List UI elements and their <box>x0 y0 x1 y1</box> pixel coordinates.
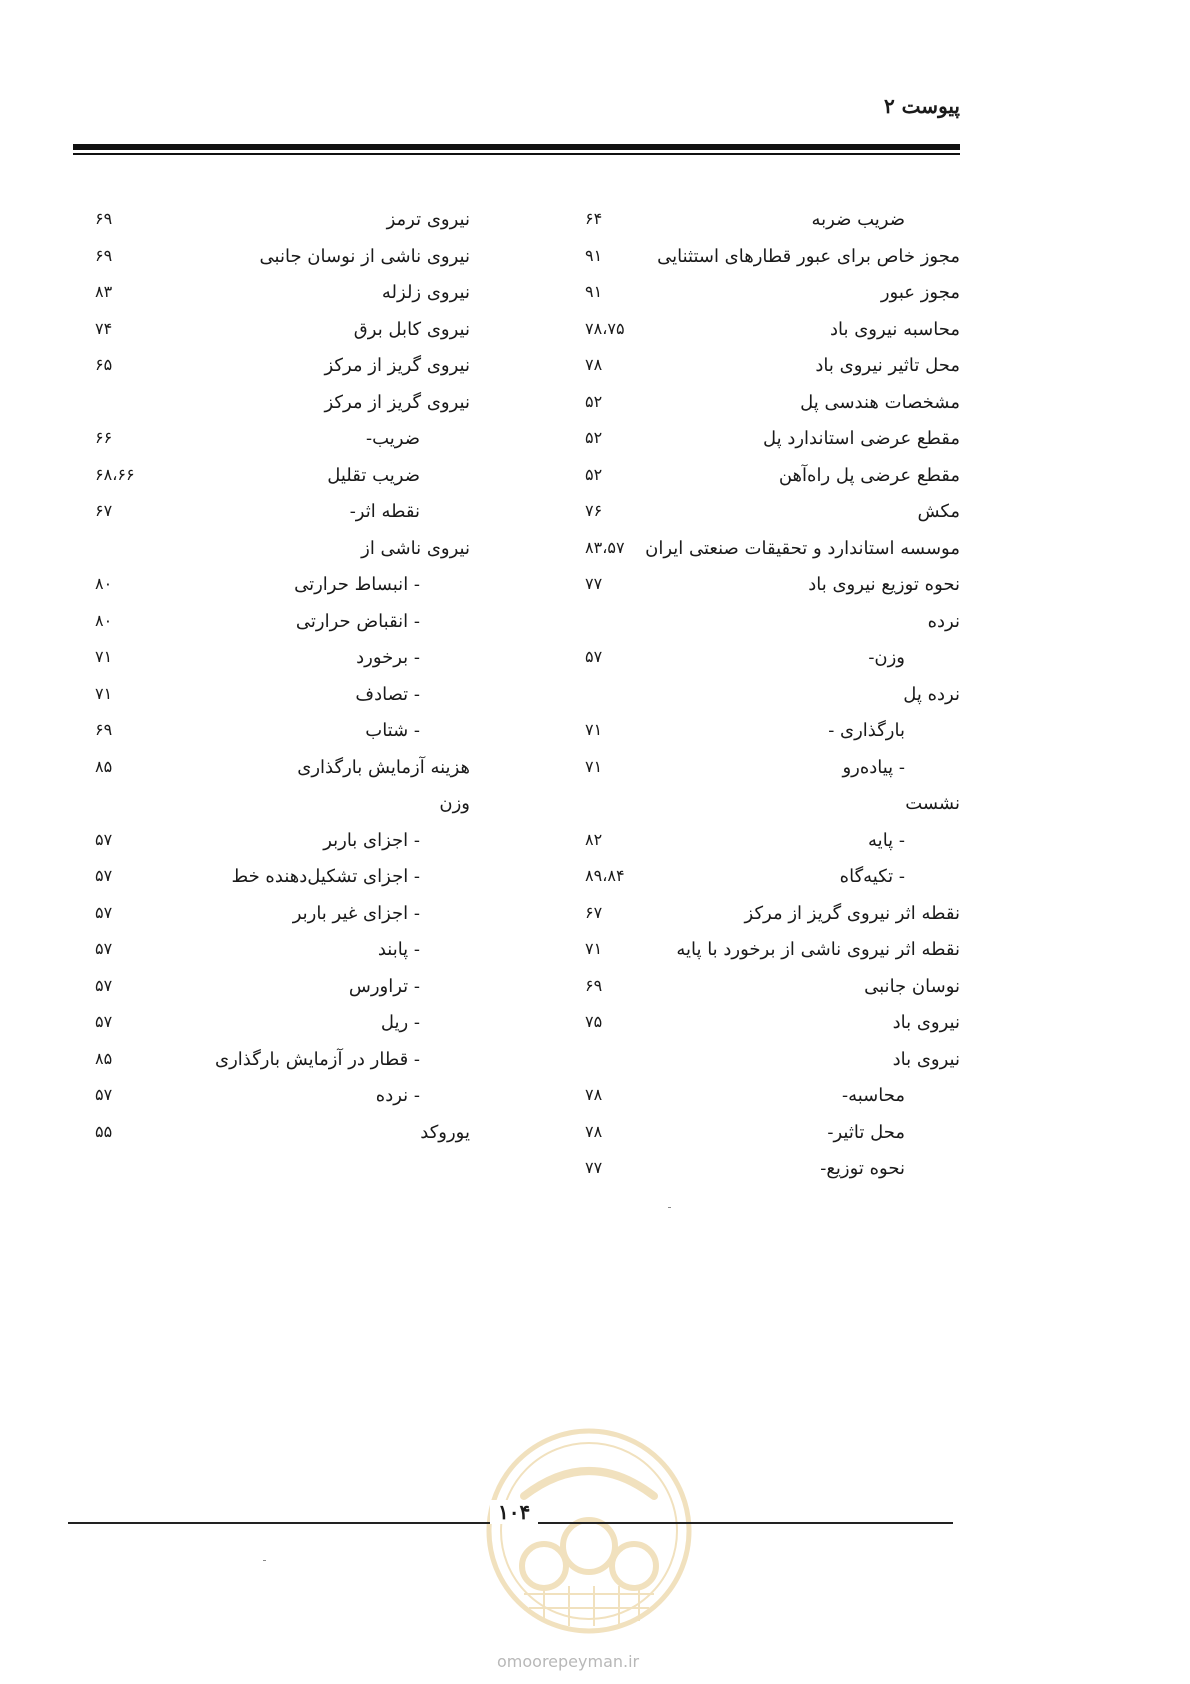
index-entry <box>95 276 470 313</box>
index-term: - نرده <box>375 1085 420 1106</box>
index-term: - پابند <box>377 939 420 960</box>
index-entry <box>95 787 470 824</box>
index-page-number: ۷۶ <box>585 501 603 520</box>
index-entry <box>585 1152 960 1189</box>
index-entry <box>585 714 960 751</box>
index-term: نقطه اثر نیروی گریز از مرکز <box>744 902 960 924</box>
index-term: موسسه استاندارد و تحقیقات صنعتی ایران <box>645 537 960 559</box>
index-term: - اجزای تشکیل‌دهنده خط <box>231 866 420 887</box>
index-term: مکش <box>917 501 960 522</box>
index-page-number: ۷۱ <box>585 756 603 776</box>
index-term: ضریب- <box>366 428 420 449</box>
page-number: ۱۰۴ <box>490 1500 538 1524</box>
index-entry <box>585 349 960 386</box>
index-entry <box>95 313 470 350</box>
index-term: مقطع عرضی پل راه‌آهن <box>778 464 960 486</box>
index-entry <box>95 459 470 496</box>
index-entry <box>585 203 960 240</box>
index-entry <box>95 1079 470 1116</box>
index-page-number: ۸۰ <box>95 574 113 593</box>
index-page-number: ۵۷ <box>585 647 603 666</box>
index-page-number: ۵۲ <box>585 464 603 484</box>
index-page-number: ۷۱ <box>585 939 603 958</box>
index-term: نیروی کابل برق <box>353 318 470 340</box>
index-term: نیروی گریز از مرکز <box>324 355 470 376</box>
index-term: محل تاثیر- <box>827 1121 905 1143</box>
index-entry <box>95 970 470 1007</box>
index-page-number: ۹۱ <box>585 245 603 265</box>
index-entry <box>585 386 960 423</box>
index-entry <box>95 422 470 459</box>
index-term: - ریل <box>380 1012 420 1033</box>
watermark-text: omoorepeyman.ir <box>497 1652 640 1671</box>
index-page-number: ۵۷ <box>95 829 113 849</box>
index-page-number: ۸۰ <box>95 610 113 630</box>
index-entry <box>585 824 960 861</box>
index-entry <box>95 1043 470 1080</box>
index-term: - تکیه‌گاه <box>839 866 905 887</box>
index-entry <box>95 860 470 897</box>
index-term: نرده پل <box>903 683 960 705</box>
index-term: نیروی باد <box>892 1048 960 1070</box>
index-page-number: ۸۹،۸۴ <box>585 866 625 885</box>
index-entry <box>95 824 470 861</box>
index-entry <box>95 897 470 934</box>
index-entry <box>585 1043 960 1080</box>
index-term: ضریب ضربه <box>811 209 905 230</box>
index-term: نقطه اثر- <box>349 501 420 522</box>
index-page-number: ۷۸ <box>585 1085 603 1104</box>
index-term: محل تاثیر نیروی باد <box>815 355 960 376</box>
index-term: محاسبه- <box>842 1085 905 1106</box>
index-page-number: ۵۲ <box>585 428 603 447</box>
index-entry <box>95 495 470 532</box>
index-term: - قطار در آزمایش بارگذاری <box>215 1048 420 1070</box>
index-entry <box>95 1006 470 1043</box>
index-page-number: ۸۳،۵۷ <box>585 537 625 557</box>
index-term: مجوز خاص برای عبور قطارهای استثنایی <box>657 245 960 267</box>
index-entry <box>95 240 470 277</box>
index-page-number: ۶۹ <box>95 720 113 739</box>
index-column-left <box>95 203 470 1152</box>
index-entry <box>95 532 470 569</box>
index-page-number: ۷۸ <box>585 1121 603 1141</box>
speck <box>668 1207 671 1208</box>
index-page-number: ۷۸،۷۵ <box>585 318 625 338</box>
index-entry <box>585 422 960 459</box>
index-entry <box>585 532 960 569</box>
index-entry <box>95 386 470 423</box>
index-entry <box>585 276 960 313</box>
index-entry <box>95 203 470 240</box>
index-entry <box>95 714 470 751</box>
index-page-number: ۶۹ <box>95 245 113 265</box>
index-page-number: ۷۷ <box>585 574 603 593</box>
index-page-number: ۵۷ <box>95 1012 113 1031</box>
seal-logo-icon <box>484 1426 694 1636</box>
index-entry <box>585 605 960 642</box>
index-term: نشست <box>905 793 960 814</box>
index-page-number: ۷۴ <box>95 318 113 338</box>
index-page-number: ۶۷ <box>95 501 113 520</box>
index-page-number: ۵۷ <box>95 866 113 885</box>
header-rule-thick <box>73 144 960 150</box>
index-page-number: ۸۵ <box>95 1048 113 1068</box>
index-page-number: ۸۵ <box>95 756 113 776</box>
index-term: نیروی گریز از مرکز <box>324 391 470 413</box>
index-term: مجوز عبور <box>880 282 960 303</box>
index-page-number: ۷۱ <box>95 647 113 666</box>
index-page-number: ۵۷ <box>95 939 113 958</box>
index-entry <box>95 1116 470 1153</box>
index-entry <box>95 605 470 642</box>
index-page-number: ۷۷ <box>585 1158 603 1177</box>
index-term: - انقباض حرارتی <box>295 610 420 632</box>
index-entry <box>585 678 960 715</box>
index-term: نرده <box>927 610 960 632</box>
index-term: - اجزای غیر باربر <box>292 902 420 924</box>
index-entry <box>95 568 470 605</box>
index-entry <box>95 641 470 678</box>
index-term: - برخورد <box>356 647 420 668</box>
speck <box>263 1560 266 1561</box>
index-page-number: ۵۷ <box>95 902 113 922</box>
index-entry <box>585 641 960 678</box>
index-entry <box>95 933 470 970</box>
index-entry <box>585 459 960 496</box>
page-header-title: پیوست ۲ <box>883 94 960 118</box>
index-page-number: ۵۷ <box>95 1085 113 1104</box>
index-term: نیروی زلزله <box>381 282 470 303</box>
index-term: - انبساط حرارتی <box>294 574 420 595</box>
index-term: بارگذاری - <box>828 720 905 741</box>
index-entry <box>585 1006 960 1043</box>
index-term: یوروکد <box>420 1121 470 1143</box>
index-term: ضریب تقلیل <box>327 464 420 486</box>
index-page-number: ۸۲ <box>585 829 603 849</box>
index-page-number: ۹۱ <box>585 282 603 301</box>
index-term: نیروی ناشی از نوسان جانبی <box>259 245 470 267</box>
index-entry <box>585 897 960 934</box>
index-term: نیروی ناشی از <box>361 537 470 559</box>
index-page-number: ۵۷ <box>95 975 113 995</box>
index-entry <box>585 1079 960 1116</box>
index-page-number: ۸۳ <box>95 282 113 301</box>
index-term: هزینه آزمایش بارگذاری <box>297 756 470 778</box>
index-page-number: ۶۹ <box>95 209 113 228</box>
index-term: نحوه توزیع- <box>820 1158 905 1179</box>
index-term: نوسان جانبی <box>864 975 960 997</box>
index-entry <box>585 787 960 824</box>
index-page-number: ۶۹ <box>585 975 603 995</box>
index-term: نیروی باد <box>892 1012 960 1033</box>
index-page-number: ۵۵ <box>95 1121 113 1141</box>
index-page-number: ۷۱ <box>585 720 603 739</box>
index-entry <box>95 678 470 715</box>
index-page-number: ۶۸،۶۶ <box>95 464 135 484</box>
index-term: مشخصات هندسی پل <box>800 391 960 413</box>
index-entry <box>585 495 960 532</box>
index-column-right <box>585 203 960 1189</box>
index-entry <box>95 349 470 386</box>
index-entry <box>585 933 960 970</box>
index-term: - تصادف <box>355 683 420 705</box>
index-term: - شتاب <box>365 720 420 741</box>
index-entry <box>585 860 960 897</box>
index-entry <box>585 751 960 788</box>
index-entry <box>585 313 960 350</box>
index-term: نیروی ترمز <box>386 209 470 230</box>
index-entry <box>585 1116 960 1153</box>
index-page-number: ۶۴ <box>585 209 603 228</box>
index-term: نحوه توزیع نیروی باد <box>808 574 960 595</box>
index-term: مقطع عرضی استاندارد پل <box>762 428 960 449</box>
index-entry <box>585 568 960 605</box>
index-term: وزن- <box>868 647 905 668</box>
index-term: - پایه <box>868 829 905 851</box>
index-page-number: ۶۷ <box>585 902 603 922</box>
index-page-number: ۶۶ <box>95 428 113 447</box>
index-entry <box>585 970 960 1007</box>
index-page-number: ۷۱ <box>95 683 113 703</box>
index-page-number: ۶۵ <box>95 355 113 374</box>
header-rule-thin <box>73 153 960 155</box>
index-term: - اجزای باربر <box>323 829 420 851</box>
index-page-number: ۷۸ <box>585 355 603 374</box>
index-term: - پیاده‌رو <box>842 756 905 778</box>
index-term: وزن <box>439 793 470 814</box>
index-term: نقطه اثر نیروی ناشی از برخورد با پایه <box>676 939 960 960</box>
index-term: - تراورس <box>348 975 420 997</box>
index-entry <box>95 751 470 788</box>
index-page-number: ۷۵ <box>585 1012 603 1031</box>
index-term: محاسبه نیروی باد <box>829 318 960 340</box>
index-entry <box>585 240 960 277</box>
index-page-number: ۵۲ <box>585 391 603 411</box>
